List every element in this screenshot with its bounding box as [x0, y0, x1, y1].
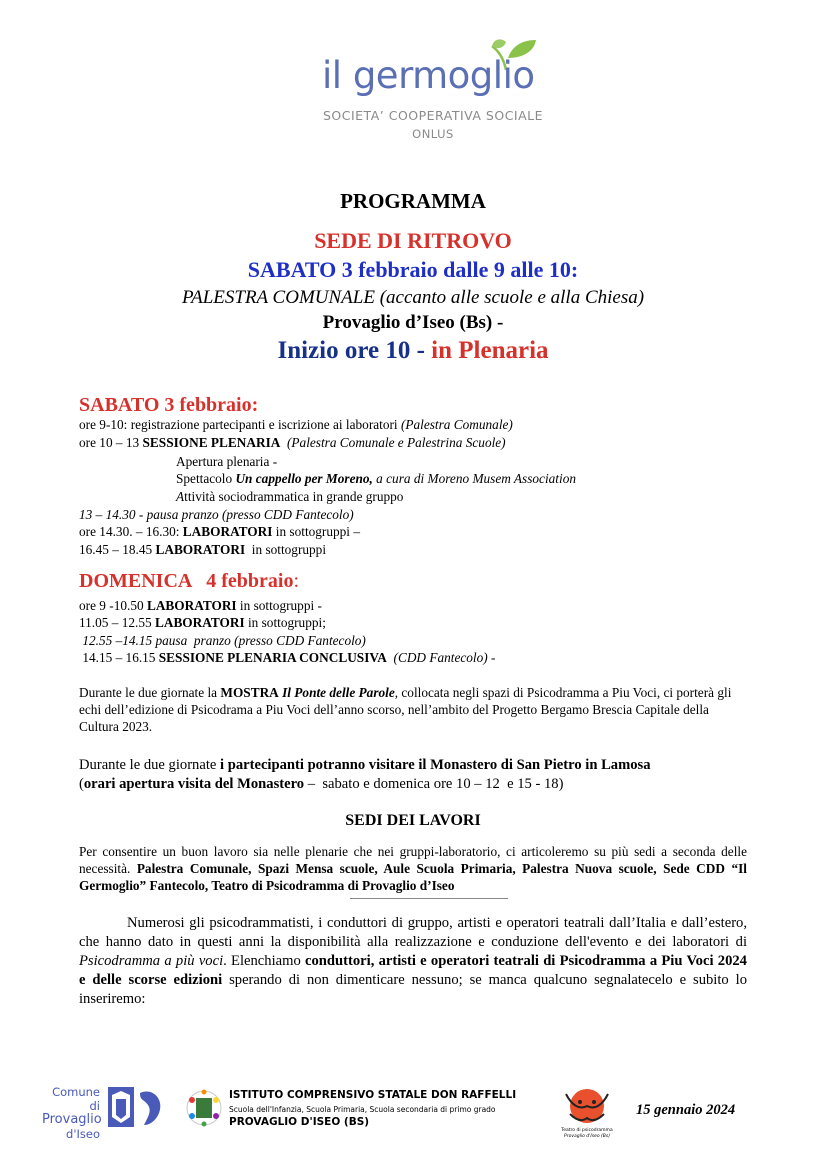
- text: 11.05 – 12.55: [79, 615, 155, 630]
- text: a cura di Moreno Musem Association: [372, 471, 576, 486]
- text: LABORATORI: [155, 542, 246, 557]
- comune-logo: [42, 1085, 167, 1141]
- text: ore 9 -10.50: [79, 598, 147, 613]
- text: – sabato e domenica ore 10 – 12 e 15 - 18): [304, 776, 564, 792]
- logo-onlus: ONLUS: [412, 127, 454, 141]
- domenica-heading: [79, 570, 299, 593]
- inizio-text: Inizio ore 10 -: [277, 337, 425, 364]
- text: A: [176, 489, 185, 504]
- document-date: 15 gennaio 2024: [636, 1102, 736, 1118]
- text: Durante le due giornate la: [79, 685, 221, 700]
- text: in sottogruppi -: [236, 598, 322, 613]
- text: Un cappello per Moreno,: [235, 471, 373, 486]
- sedi-title: SEDI DEI LAVORI: [345, 812, 481, 829]
- text: (: [79, 776, 84, 792]
- istituto-logo: [184, 1088, 554, 1130]
- domenica-line-4: [79, 649, 495, 666]
- numerosi-paragraph: [79, 914, 747, 1009]
- sabato-line-4: [176, 470, 576, 487]
- teatro-logo: [560, 1084, 614, 1142]
- text: , collocata negli spazi di Psicodramma a Piu Voci, ci porterà gli echi dell’edizione di Psicodrama a Piu Voci dell’anno scorso, nell’ambito del Progetto Bergamo Brescia Capitale della Cultura 2023.: [79, 685, 732, 735]
- istituto-name: ISTITUTO COMPRENSIVO STATALE DON RAFFELLI: [229, 1089, 517, 1101]
- text: Comune di: [52, 1085, 100, 1113]
- text: Per consentire un buon lavoro sia nelle plenarie che nei gruppi-laboratorio, ci articoleremo su più sedi a seconda delle necessità.: [79, 844, 747, 877]
- germoglio-logo: [300, 36, 560, 148]
- text: . Elenchiamo: [223, 953, 306, 969]
- text: -: [491, 650, 496, 665]
- text: in sottogruppi: [245, 542, 327, 557]
- sabato-line-8: [79, 541, 326, 558]
- text: (Palestra Comunale): [400, 417, 513, 432]
- text: sperando di non dimenticare nessuno; se manca qualcuno segnalatecelo e subito lo inseriremo:: [79, 972, 747, 1007]
- logo-name: il germoglio: [322, 54, 535, 97]
- sabato-time-heading: SABATO 3 febbraio dalle 9 alle 10:: [247, 257, 579, 282]
- logo-subtitle: SOCIETA’ COOPERATIVA SOCIALE: [322, 108, 544, 123]
- domenica-line-1: [79, 597, 322, 614]
- text: Provaglio d'Iseo (Bs): [564, 1134, 610, 1139]
- text: Numerosi gli psicodrammatisti, i conduttori di gruppo, artisti e operatori teatrali dall’Italia e dall’estero, che hanno dato in questi anni la disponibilità alla realizzazione e conduzione dell'evento e dei laboratori di: [79, 915, 747, 950]
- text: conduttori, artisti e operatori teatrali di Psicodramma a Piu Voci 2024 e delle scorse edizioni: [79, 953, 747, 988]
- sabato-line-2: [79, 434, 506, 451]
- istituto-place: PROVAGLIO D'ISEO (BS): [229, 1116, 370, 1128]
- text: in sottogruppi –: [272, 524, 360, 539]
- text: 14.15 – 16.15: [79, 650, 159, 665]
- comune-crest-icon: [108, 1085, 164, 1129]
- text: DOMENICA 4 febbraio: [79, 570, 294, 592]
- sabato-line-7: [79, 523, 360, 540]
- text: Il Ponte delle Parole: [282, 685, 395, 700]
- istituto-subtitle: Scuola dell'Infanzia, Scuola Primaria, Scuola secondaria di primo grado: [229, 1105, 496, 1114]
- text: ore 9-10: registrazione partecipanti e iscrizione ai laboratori: [79, 417, 401, 432]
- domenica-line-3: 12.55 –14.15 pausa pranzo (presso CDD Fantecolo): [79, 633, 366, 648]
- sabato-line-1: [79, 416, 513, 433]
- text: orari apertura visita del Monastero: [83, 776, 305, 792]
- divider: [350, 898, 508, 899]
- text: 16.45 – 18.45: [79, 542, 156, 557]
- text: Teatro di psicodramma: [561, 1128, 613, 1133]
- text: :: [293, 570, 300, 592]
- sabato-heading: SABATO 3 febbraio:: [79, 394, 259, 416]
- plenaria-text: in Plenaria: [431, 337, 549, 364]
- palestra-location: PALESTRA COMUNALE (accanto alle scuole e alla Chiesa): [181, 287, 645, 308]
- sede-heading: SEDE DI RITROVO: [314, 228, 512, 253]
- sabato-line-5: [176, 488, 403, 505]
- teatro-mask-icon: [560, 1084, 614, 1128]
- text: SESSIONE PLENARIA CONCLUSIVA: [158, 650, 387, 665]
- text: ore 14.30. – 16.30:: [79, 524, 183, 539]
- sedi-paragraph: [79, 843, 747, 895]
- text: MOSTRA: [220, 685, 279, 700]
- text: ttività sociodrammatica in grande gruppo: [184, 489, 404, 504]
- programma-title: PROGRAMMA: [340, 189, 486, 213]
- text: Durante le due giornate: [79, 757, 221, 773]
- sabato-line-3: Apertura plenaria -: [176, 454, 278, 469]
- text: i partecipanti potranno visitare il Monastero di San Pietro in Lamosa: [220, 757, 651, 773]
- text: LABORATORI: [154, 615, 245, 630]
- text: ore 10 – 13: [79, 435, 143, 450]
- text: d'Iseo: [66, 1127, 100, 1141]
- teatro-caption: [554, 1128, 620, 1140]
- text: Spettacolo: [176, 471, 236, 486]
- inizio-heading: [60, 337, 766, 365]
- text: Provaglio: [42, 1112, 102, 1127]
- text: (Palestra Comunale e Palestrina Scuole): [280, 435, 506, 450]
- monastero-paragraph: [79, 756, 747, 794]
- comune-name: [42, 1085, 100, 1141]
- domenica-line-2: [79, 614, 326, 631]
- text: in sottogruppi;: [244, 615, 326, 630]
- text: SESSIONE PLENARIA: [142, 435, 281, 450]
- text: Psicodramma a più voci: [79, 953, 224, 969]
- istituto-emblem-icon: [184, 1088, 224, 1128]
- sabato-line-6: 13 – 14.30 - pausa pranzo (presso CDD Fantecolo): [79, 507, 354, 522]
- text: LABORATORI: [146, 598, 237, 613]
- text: Palestra Comunale, Spazi Mensa scuole, Aule Scuola Primaria, Palestra Nuova scuole, Sede CDD “Il Germoglio” Fantecolo, Teatro di Psicodramma di Provaglio d’Iseo: [79, 861, 747, 894]
- text: (CDD Fantecolo): [386, 650, 492, 665]
- text: LABORATORI: [182, 524, 273, 539]
- provaglio-location: Provaglio d’Iseo (Bs) -: [322, 312, 504, 333]
- mostra-paragraph: [79, 684, 747, 736]
